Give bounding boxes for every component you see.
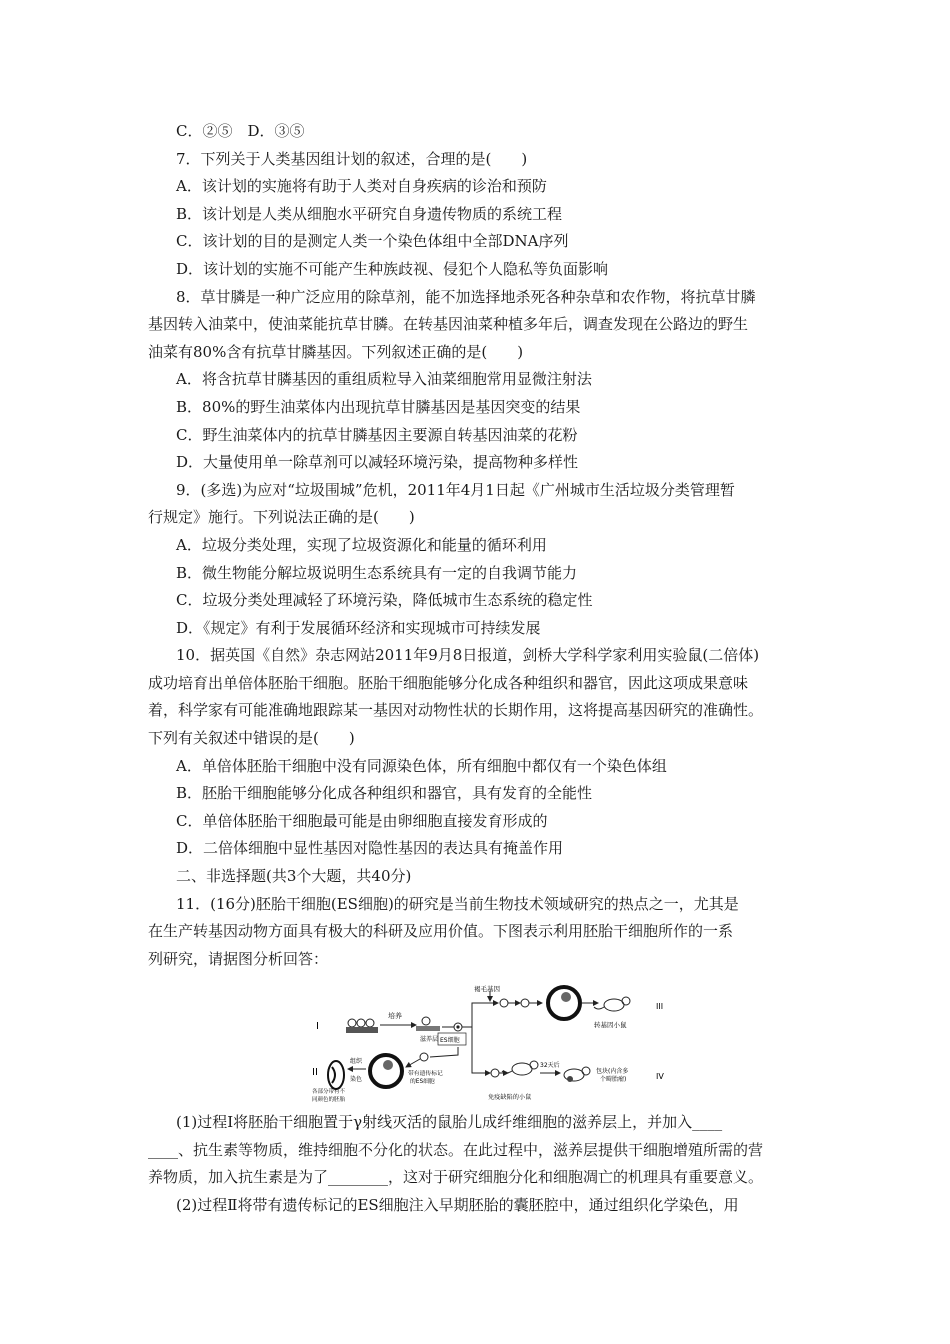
arrow	[406, 1059, 420, 1067]
tissue-stain-label-2: 染色	[350, 1076, 363, 1083]
question-8-stem-cont: 油菜有80%含有抗草甘膦基因。下列叙述正确的是( )	[148, 342, 524, 361]
question-10-stem: 10．据英国《自然》杂志网站2011年9月8日报道，剑桥大学科学家利用实验鼠(二倍体)	[176, 646, 760, 665]
feeder-dish	[416, 1017, 440, 1031]
option-a: A．该计划的实施将有助于人类对自身疾病的诊治和预防	[176, 177, 547, 196]
question-8-stem-cont: 基因转入油菜中，使油菜能抗草甘膦。在转基因油菜种植多年后，调查发现在公路边的野生	[148, 315, 749, 334]
tissue-stain-label-1: 组织	[350, 1058, 363, 1065]
mouse-icon	[502, 1061, 538, 1075]
option-c: C．单倍体胚胎干细胞最可能是由卵细胞直接发育形成的	[176, 811, 548, 830]
option-d: D．《规定》有利于发展循环经济和实现城市可持续发展	[176, 618, 541, 637]
label-IV: IV	[656, 1072, 664, 1081]
question-10-stem-cont: 下列有关叙述中错误的是( )	[148, 729, 355, 748]
question-9-stem: 9．(多选)为应对“垃圾围城”危机，2011年4月1日起《广州城市生活垃圾分类管理暂	[176, 480, 735, 499]
option-b: B．该计划是人类从细胞水平研究自身遗传物质的系统工程	[176, 204, 563, 223]
question-11-stem: 11．(16分)胚胎干细胞(ES细胞)的研究是当前生物技术领域研究的热点之一，尤其是	[176, 894, 739, 913]
days-label: 32天后	[540, 1062, 560, 1069]
option-d: D．大量使用单一除草剂可以减轻环境污染，提高物种多样性	[176, 453, 579, 472]
question-10-stem-cont: 着，科学家有可能准确地跟踪某一基因对动物性状的长期作用，这将提高基因研究的准确性。	[148, 701, 764, 720]
immune-mouse-label: 免疫缺陷的小鼠	[488, 1094, 532, 1101]
label-II: II	[312, 1067, 318, 1078]
marked-cell-label-2: 的ES细胞	[410, 1079, 435, 1085]
marked-cell-label-1: 带有遗传标记	[408, 1071, 443, 1077]
question-10-stem-cont: 成功培育出单倍体胚胎干细胞。胚胎干细胞能够分化成各种组织和器官，因此这项成果意味	[148, 673, 749, 692]
arrow	[462, 1003, 498, 1027]
feeder-label: 滋养层	[420, 1036, 439, 1043]
subquestion-1: (1)过程Ⅰ将胚胎干细胞置于γ射线灭活的鼠胎儿成纤维细胞的滋养层上，并加入____	[176, 1113, 723, 1131]
question-8-stem: 8．草甘膦是一种广泛应用的除草剂，能不加选择地杀死各种杂草和农作物，将抗草甘膦	[176, 287, 756, 306]
culture-dish	[346, 1019, 378, 1033]
es-cell-mark	[454, 1023, 462, 1031]
transgenic-mouse-label: 转基因小鼠	[594, 1021, 627, 1029]
option-a: A．单倍体胚胎干细胞中没有同源染色体，所有细胞中都仅有一个染色体组	[176, 756, 667, 775]
blastocyst-icon	[370, 1055, 402, 1087]
option-a: A．将含抗草甘膦基因的重组质粒导入油菜细胞常用显微注射法	[176, 370, 592, 389]
embryo-icon	[328, 1061, 344, 1089]
option-d: D．该计划的实施不可能产生种族歧视、侵犯个人隐私等负面影响	[176, 259, 609, 278]
question-7-stem: 7．下列关于人类基因组计划的叙述，合理的是( )	[176, 149, 528, 168]
blastocyst-icon	[548, 987, 580, 1019]
cell-icon	[521, 999, 529, 1007]
mouse-icon	[594, 997, 630, 1011]
culture-label: 培养	[388, 1012, 402, 1020]
option-c: C．野生油菜体内的抗草甘膦基因主要源自转基因油菜的花粉	[176, 425, 578, 444]
subquestion-block	[148, 1109, 808, 1219]
option-b: B．80%的野生油菜体内出现抗草甘膦基因是基因突变的结果	[176, 397, 581, 416]
text-line: C．②⑤ D．③⑤	[176, 122, 305, 140]
option-c: C．该计划的目的是测定人类一个染色体组中全部DNA序列	[176, 232, 569, 251]
mouse-icon	[564, 1067, 590, 1082]
option-b: B．微生物能分解垃圾说明生态系统具有一定的自我调节能力	[176, 563, 578, 582]
label-I: I	[316, 1021, 319, 1032]
embryo-label-1: 各部分带有不	[312, 1089, 346, 1095]
option-c: C．垃圾分类处理减轻了环境污染，降低城市生态系统的稳定性	[176, 591, 593, 610]
section-heading: 二、非选择题(共3个大题，共40分)	[176, 867, 412, 886]
connector	[430, 1047, 458, 1057]
option-b: B．胚胎干细胞能够分化成各种组织和器官，具有发育的全能性	[176, 784, 593, 803]
es-cell-label: ES细胞	[440, 1037, 460, 1044]
cell-icon	[491, 1069, 499, 1077]
cell-icon	[500, 999, 508, 1007]
arrow	[472, 1027, 490, 1073]
subquestion-1-cont: ____、抗生素等物质，维持细胞不分化的状态。在此过程中，滋养层提供干细胞增殖所需的营	[148, 1140, 764, 1159]
question-11-stem-cont: 在生产转基因动物方面具有极大的科研及应用价值。下图表示利用胚胎干细胞所作的一系	[148, 922, 734, 941]
embryo-label-2: 同颜色的胚胎	[312, 1097, 346, 1103]
tumor-label-2: 个畸胎瘤)	[600, 1076, 627, 1083]
option-a: A．垃圾分类处理，实现了垃圾资源化和能量的循环利用	[176, 535, 547, 554]
question-9-stem-cont: 行规定》施行。下列说法正确的是( )	[148, 508, 415, 527]
subquestion-1-cont: 养物质，加入抗生素是为了________，这对于研究细胞分化和细胞凋亡的机理具有重要意义。	[148, 1168, 764, 1187]
subquestion-2: (2)过程Ⅱ将带有遗传标记的ES细胞注入早期胚胎的囊胚腔中，通过组织化学染色，用	[176, 1195, 739, 1214]
cell-icon	[420, 1053, 428, 1061]
question-11-stem-cont: 列研究，请据图分析回答：	[148, 949, 329, 968]
question-text-block	[148, 118, 808, 973]
label-III: III	[656, 1002, 664, 1011]
es-cell-diagram	[308, 983, 670, 1105]
tumor-label-1: 包块(内含多	[596, 1068, 629, 1075]
option-d: D．二倍体细胞中显性基因对隐性基因的表达具有掩盖作用	[176, 839, 564, 858]
brown-gene-label: 褐毛基因	[474, 985, 500, 993]
